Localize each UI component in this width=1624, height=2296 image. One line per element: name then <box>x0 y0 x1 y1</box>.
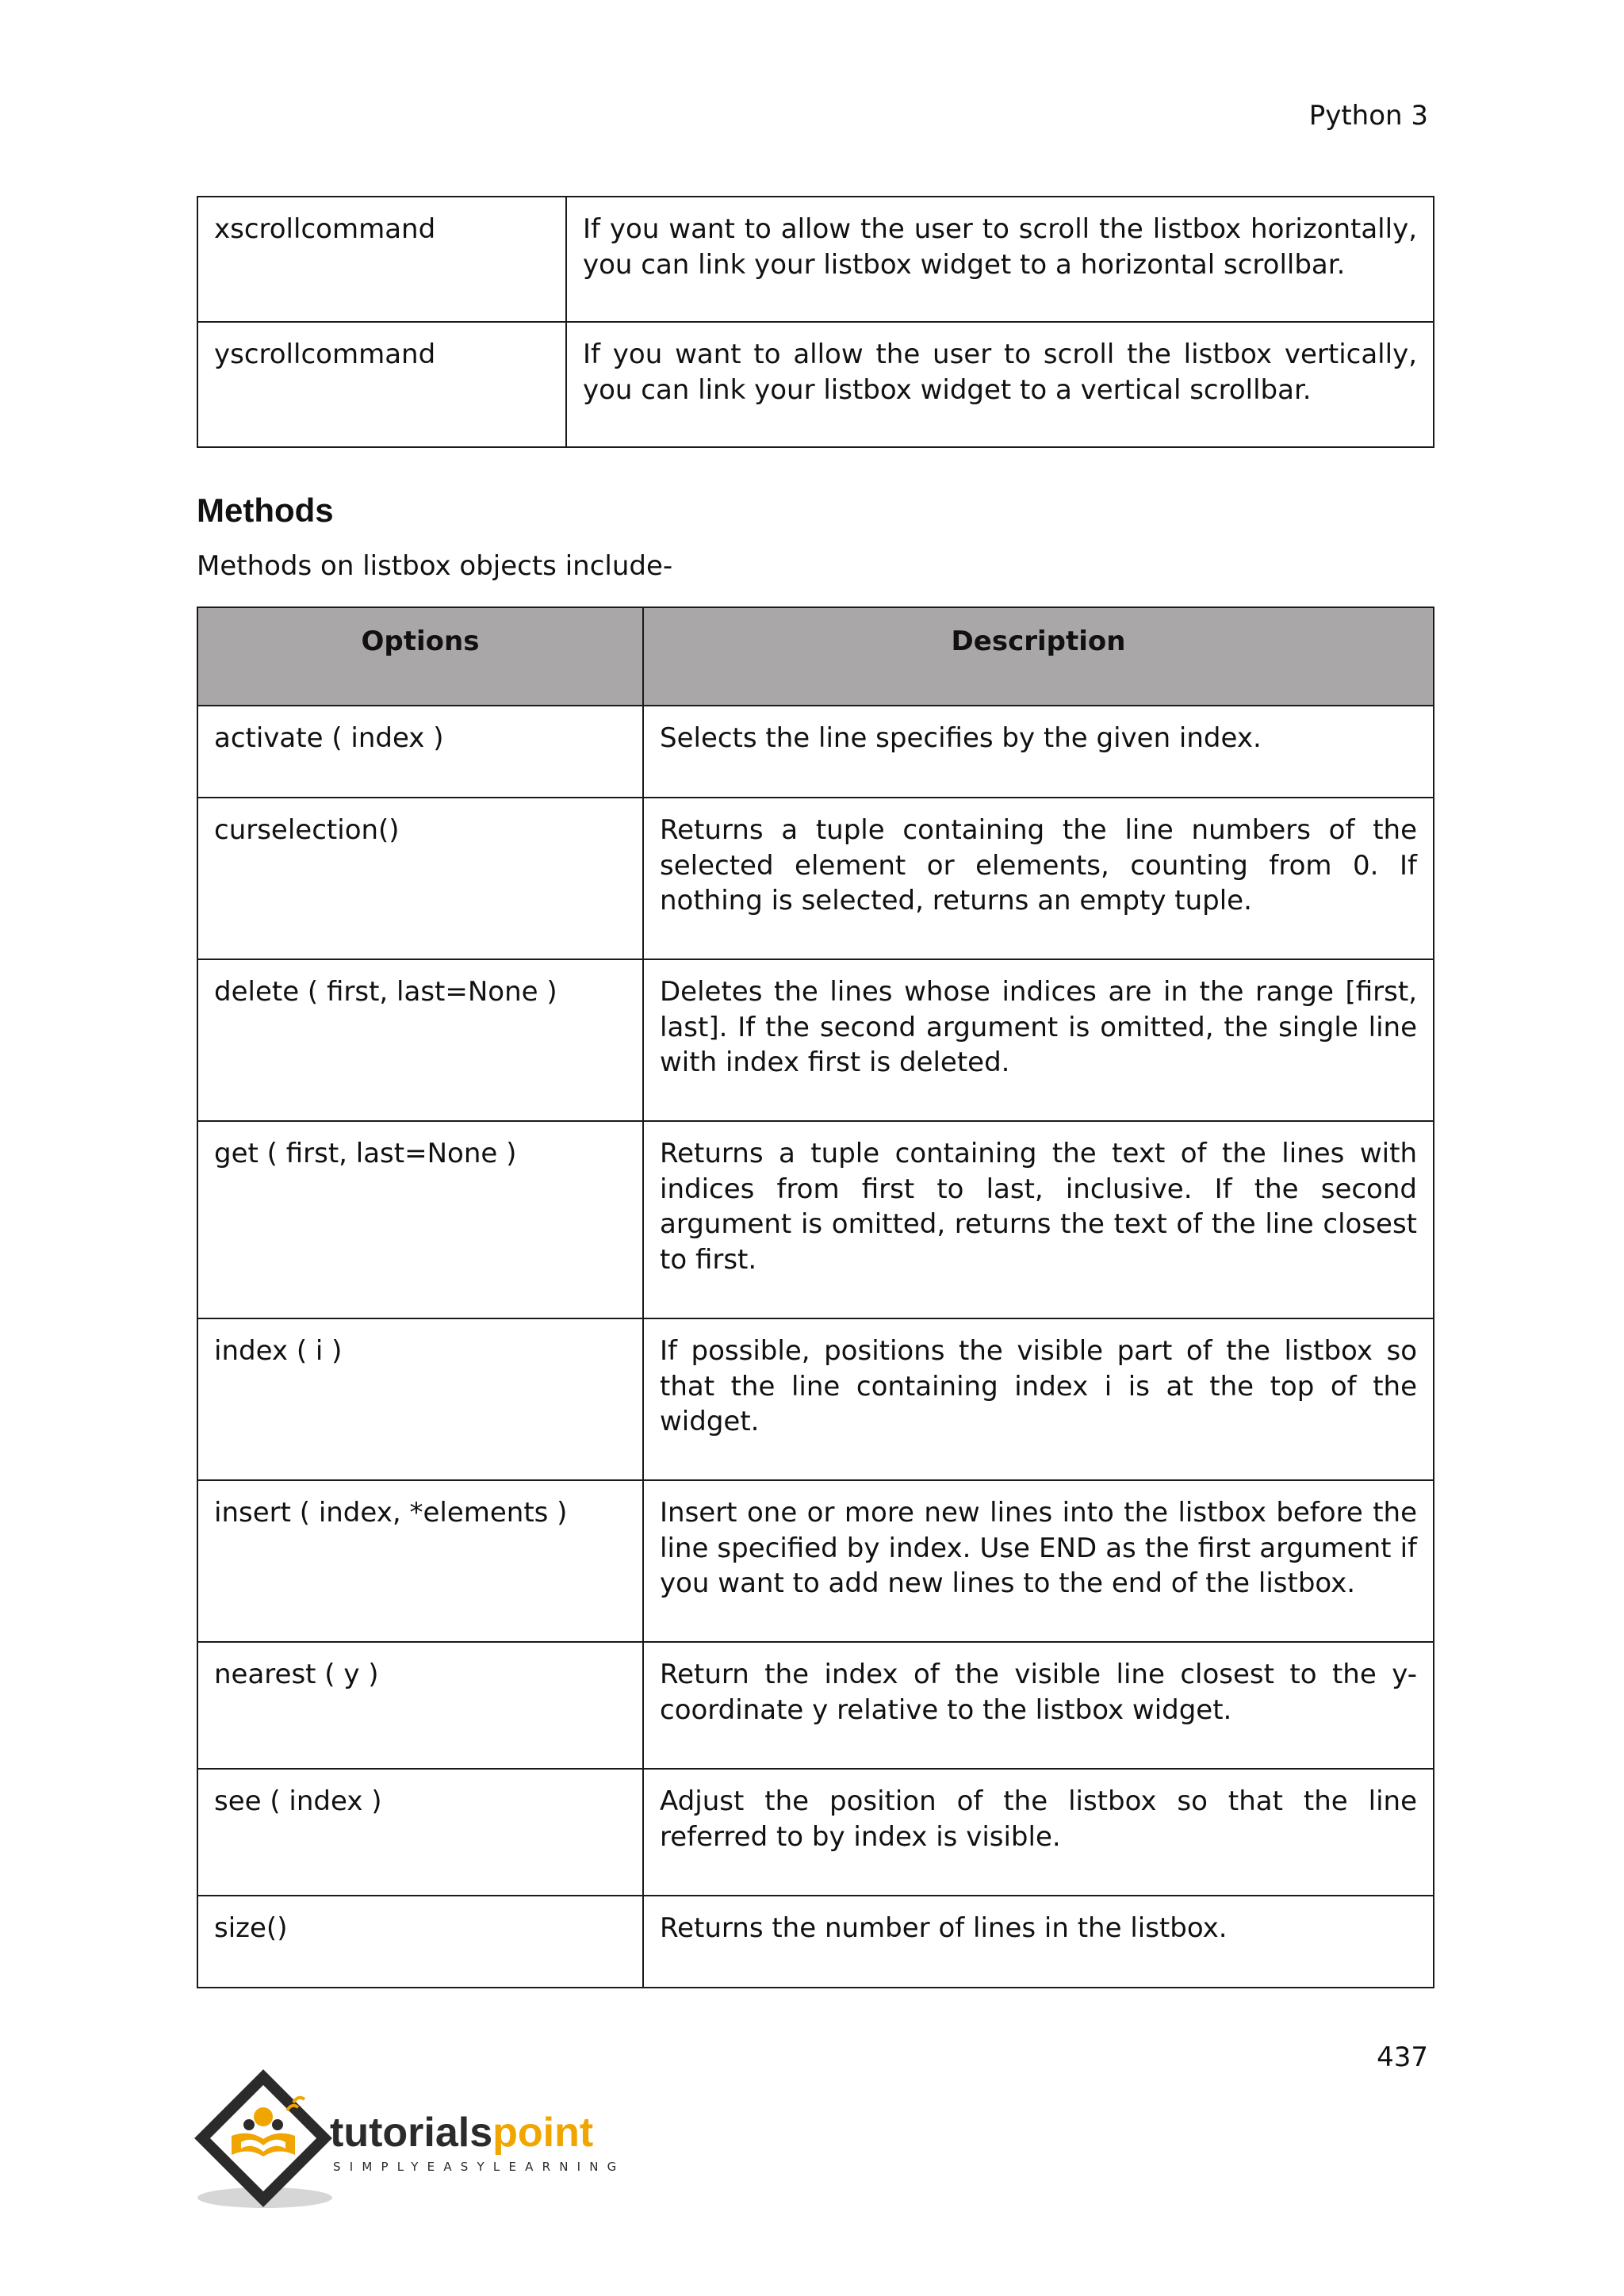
section-heading: Methods <box>197 492 334 529</box>
methods-table <box>197 607 1434 1988</box>
logo-wordmark <box>330 2110 593 2156</box>
column-header-options: Options <box>197 607 643 706</box>
table-row <box>197 1896 1434 1988</box>
table-row <box>197 1769 1434 1896</box>
description-cell: If you want to allow the user to scroll the listbox horizontally, you can link your listbox widget to a horizontal scrollbar. <box>566 197 1434 322</box>
logo-word-tutorials: tutorials <box>330 2110 493 2156</box>
description-cell: If you want to allow the user to scroll the listbox vertically, you can link your listbox widget to a vertical scrollbar. <box>566 322 1434 447</box>
tutorialspoint-logo <box>193 2069 653 2212</box>
option-cell: insert ( index, *elements ) <box>197 1480 643 1642</box>
logo-tagline: SIMPLYEASYLEARNING <box>333 2160 626 2174</box>
description-cell: Deletes the lines whose indices are in the range [first, last]. If the second argument is omitted, the single line with index first is deleted. <box>643 959 1434 1121</box>
table-row <box>197 959 1434 1121</box>
description-cell: If possible, positions the visible part of the listbox so that the line containing index i is at the top of the widget. <box>643 1318 1434 1480</box>
table-row <box>197 1318 1434 1480</box>
logo-diamond <box>202 2077 324 2199</box>
description-cell: Selects the line specifies by the given index. <box>643 706 1434 798</box>
table-header-row <box>197 607 1434 706</box>
logo-word-point: point <box>492 2110 594 2156</box>
option-cell: nearest ( y ) <box>197 1642 643 1769</box>
column-header-description: Description <box>643 607 1434 706</box>
table-row <box>197 706 1434 798</box>
table-row <box>197 1480 1434 1642</box>
page-number: 437 <box>1377 2042 1428 2073</box>
option-cell: activate ( index ) <box>197 706 643 798</box>
description-cell: Returns a tuple containing the line numbers of the selected element or elements, counting from 0. If nothing is selected, returns an empty tuple. <box>643 798 1434 959</box>
section-intro: Methods on listbox objects include- <box>197 550 673 582</box>
option-cell: see ( index ) <box>197 1769 643 1896</box>
running-header: Python 3 <box>1308 100 1428 132</box>
description-cell: Returns a tuple containing the text of the lines with indices from first to last, inclusive. If the second argument is omitted, returns the text of the line closest to first. <box>643 1121 1434 1318</box>
option-cell: index ( i ) <box>197 1318 643 1480</box>
description-cell: Adjust the position of the listbox so that the line referred to by index is visible. <box>643 1769 1434 1896</box>
table-row <box>197 798 1434 959</box>
table-row <box>197 1121 1434 1318</box>
option-cell: curselection() <box>197 798 643 959</box>
option-cell: delete ( first, last=None ) <box>197 959 643 1121</box>
description-cell: Return the index of the visible line closest to the y-coordinate y relative to the listbox widget. <box>643 1642 1434 1769</box>
option-cell: size() <box>197 1896 643 1988</box>
description-cell: Returns the number of lines in the listbox. <box>643 1896 1434 1988</box>
option-cell: get ( first, last=None ) <box>197 1121 643 1318</box>
table-row <box>197 1642 1434 1769</box>
option-cell: xscrollcommand <box>197 197 566 322</box>
reader-icon <box>254 2107 273 2126</box>
table-row <box>197 197 1434 322</box>
description-cell: Insert one or more new lines into the listbox before the line specified by index. Use END as the first argument if you want to add new lines to the end of the listbox. <box>643 1480 1434 1642</box>
option-cell: yscrollcommand <box>197 322 566 447</box>
options-table-continued <box>197 196 1434 448</box>
table-row <box>197 322 1434 447</box>
